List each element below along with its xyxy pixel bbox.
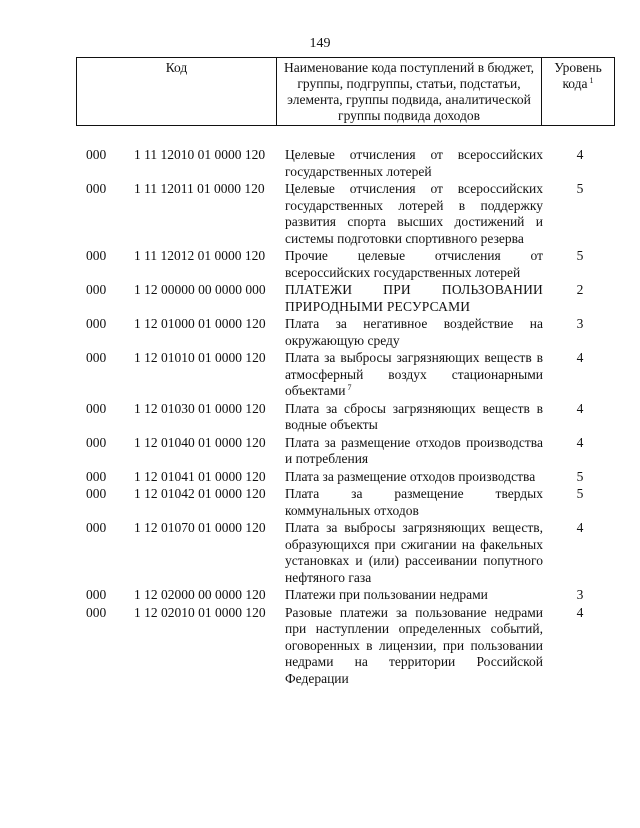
table-row <box>76 181 613 248</box>
column-header-code: Код <box>77 58 277 126</box>
revenue-name-cell <box>285 587 547 605</box>
admin-code-cell: 000 <box>86 248 107 263</box>
revenue-name-text: Прочие целевые отчисления от всероссийских государственных лотерей <box>285 248 543 280</box>
revenue-name-cell <box>285 350 547 401</box>
admin-code-cell: 000 <box>86 350 107 365</box>
table-body <box>76 147 613 688</box>
revenue-code-cell: 1 11 12011 01 0000 120 <box>134 181 265 196</box>
revenue-name-text: Плата за выбросы загрязняющих веществ, образующихся при сжигании на факельных установках и (или) рассеивании попутного нефтяного газа <box>285 520 543 585</box>
level-cell: 3 <box>576 316 584 331</box>
revenue-name-text: Плата за размещение твердых коммунальных отходов <box>285 486 543 518</box>
level-cell: 5 <box>576 486 584 501</box>
table-row <box>76 587 613 605</box>
admin-code-cell: 000 <box>86 468 107 484</box>
level-cell: 2 <box>576 282 584 297</box>
admin-code-cell: 000 <box>86 604 107 620</box>
revenue-name-text: Целевые отчисления от всероссийских государственных лотерей в поддержку развития спорта высших достижений и системы подготовки спортивного резерва <box>285 181 543 246</box>
revenue-code-cell: 1 12 02010 01 0000 120 <box>134 604 266 620</box>
footnote-marker: 1 <box>589 75 594 85</box>
revenue-code-cell: 1 12 01041 01 0000 120 <box>134 468 266 484</box>
admin-code-cell: 000 <box>86 587 107 602</box>
revenue-name-text: ПЛАТЕЖИ ПРИ ПОЛЬЗОВАНИИ ПРИРОДНЫМИ РЕСУРСАМИ <box>285 282 543 314</box>
revenue-name-text: Плата за размещение отходов производства и потребления <box>285 434 543 466</box>
admin-code-cell: 000 <box>86 400 107 416</box>
table-row <box>76 486 613 520</box>
revenue-name-text: Разовые платежи за пользование недрами при наступлении определенных событий, оговоренных в лицензии, при пользовании недрами на территории Российской Федерации <box>285 604 543 686</box>
revenue-name-cell <box>285 520 547 587</box>
table-row <box>76 520 613 587</box>
revenue-code-cell: 1 12 01042 01 0000 120 <box>134 486 266 501</box>
revenue-name-cell <box>285 282 547 316</box>
revenue-name-cell <box>285 435 547 469</box>
level-cell: 5 <box>576 468 584 484</box>
revenue-name-cell <box>285 605 547 689</box>
table-row <box>76 248 613 282</box>
level-cell: 4 <box>576 350 584 365</box>
revenue-name-cell <box>285 147 547 181</box>
admin-code-cell: 000 <box>86 434 107 450</box>
revenue-name-cell <box>285 181 547 248</box>
table-row <box>76 147 613 181</box>
page-number: 149 <box>309 36 331 51</box>
revenue-name-cell <box>285 486 547 520</box>
revenue-name-text: Плата за выбросы загрязняющих веществ в атмосферный воздух стационарными объектами <box>285 350 543 398</box>
revenue-code-cell: 1 12 02000 00 0000 120 <box>134 587 266 602</box>
revenue-code-cell: 1 11 12010 01 0000 120 <box>134 147 266 162</box>
level-cell: 4 <box>576 520 584 535</box>
revenue-name-text: Целевые отчисления от всероссийских государственных лотерей <box>285 147 543 179</box>
table-row <box>76 316 613 350</box>
revenue-name-cell <box>285 316 547 350</box>
admin-code-cell: 000 <box>86 147 107 162</box>
level-cell: 5 <box>576 181 584 196</box>
footnote-marker: 7 <box>347 382 352 392</box>
admin-code-cell: 000 <box>86 282 107 297</box>
revenue-code-cell: 1 12 01030 01 0000 120 <box>134 400 266 416</box>
column-header-name: Наименование кода поступлений в бюджет, группы, подгруппы, статьи, подстатьи, элемента, группы подвида, аналитической группы подвида доходов <box>277 58 542 126</box>
revenue-code-cell: 1 12 01010 01 0000 120 <box>134 350 266 365</box>
admin-code-cell: 000 <box>86 181 107 196</box>
table-row <box>76 282 613 316</box>
level-cell: 4 <box>576 604 584 620</box>
admin-code-cell: 000 <box>86 520 107 535</box>
revenue-code-cell: 1 12 01070 01 0000 120 <box>134 520 266 535</box>
level-cell: 4 <box>576 400 584 416</box>
column-header-level-label: Уровень кода <box>554 60 602 91</box>
table-header <box>76 57 615 126</box>
revenue-name-cell <box>285 401 547 435</box>
table-row <box>76 469 613 487</box>
table-row <box>76 605 613 689</box>
column-header-level <box>542 58 615 126</box>
table-row <box>76 350 613 401</box>
level-cell: 5 <box>576 248 584 263</box>
level-cell: 3 <box>576 587 584 602</box>
revenue-name-cell <box>285 469 547 487</box>
revenue-name-text: Плата за сбросы загрязняющих веществ в водные объекты <box>285 400 543 432</box>
revenue-name-text: Плата за негативное воздействие на окружающую среду <box>285 316 543 348</box>
revenue-code-cell: 1 12 01040 01 0000 120 <box>134 434 266 450</box>
revenue-code-cell: 1 12 01000 01 0000 120 <box>134 316 266 331</box>
revenue-name-text: Плата за размещение отходов производства <box>285 468 536 484</box>
admin-code-cell: 000 <box>86 316 107 331</box>
revenue-code-table <box>76 147 613 688</box>
revenue-code-cell: 1 12 00000 00 0000 000 <box>134 282 266 297</box>
revenue-name-cell <box>285 248 547 282</box>
level-cell: 4 <box>576 434 584 450</box>
table-row <box>76 401 613 435</box>
revenue-code-cell: 1 11 12012 01 0000 120 <box>134 248 266 263</box>
table-row <box>76 435 613 469</box>
admin-code-cell: 000 <box>86 486 107 501</box>
level-cell: 4 <box>576 147 584 162</box>
revenue-name-text: Платежи при пользовании недрами <box>285 587 488 602</box>
